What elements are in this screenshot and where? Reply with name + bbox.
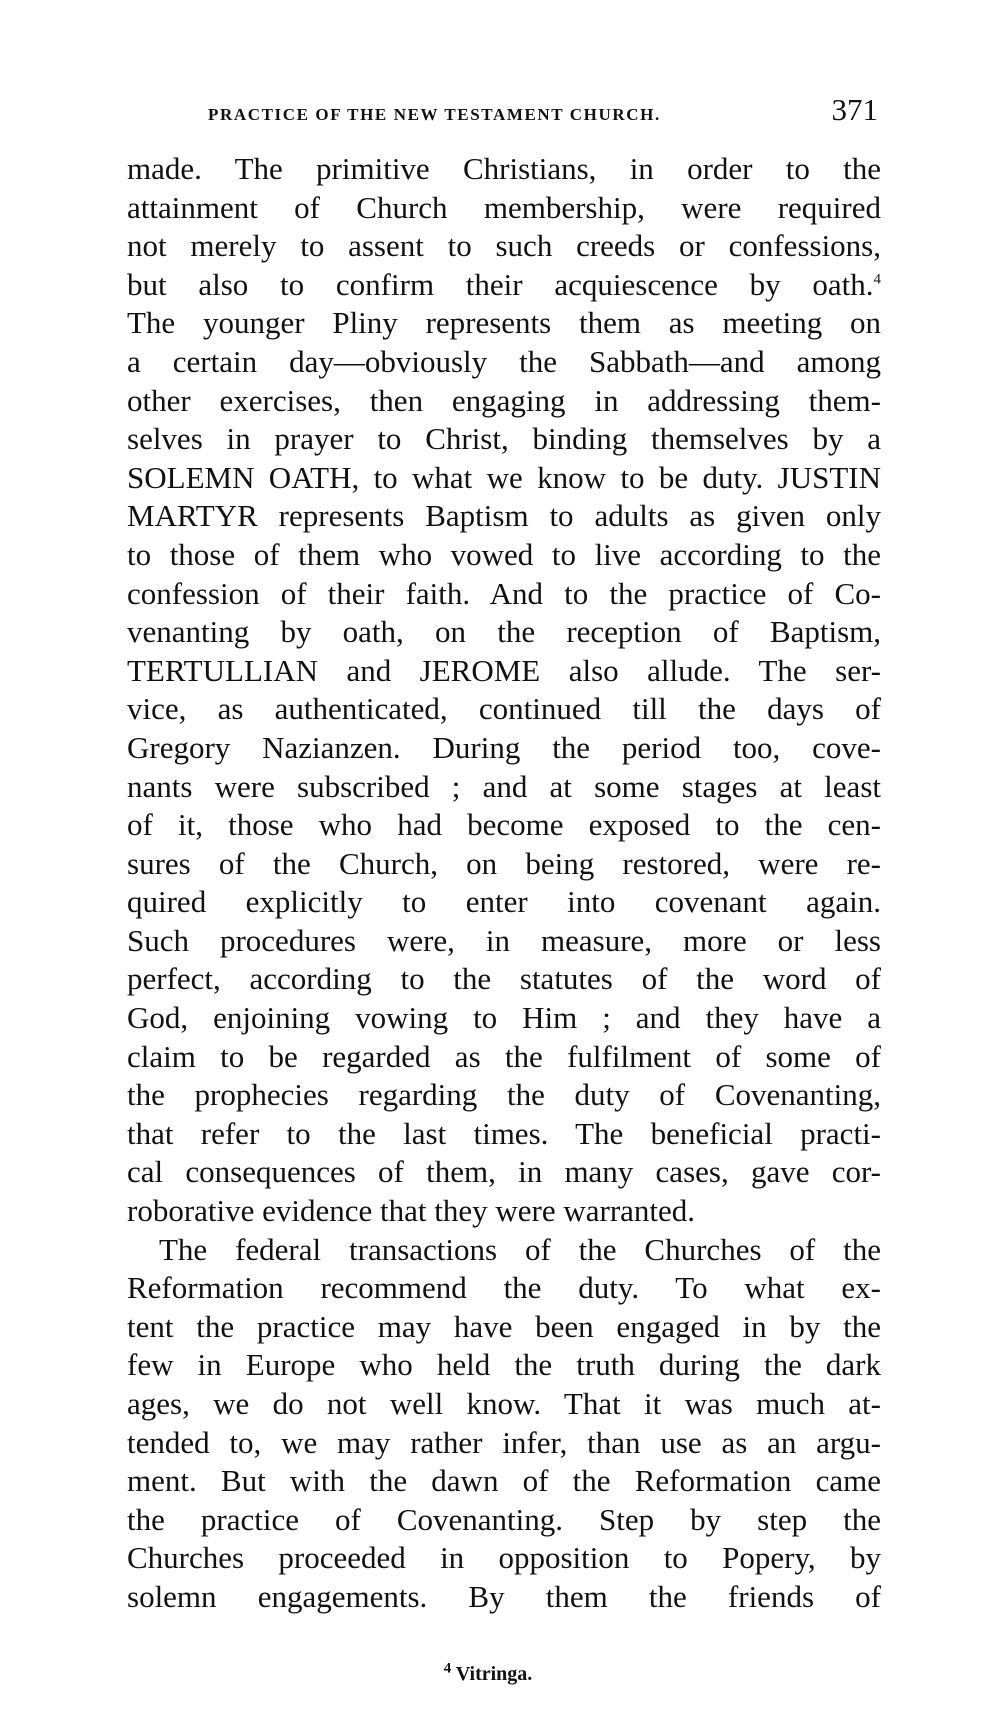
text-line: the practice of Covenanting. Step by step the [127, 1501, 881, 1537]
text-line: claim to be regarded as the fulfilment of some of [127, 1038, 881, 1074]
text-line: cal consequences of them, in many cases, gave cor- [127, 1154, 881, 1190]
text-line: God, enjoining vowing to Him ; and they have a [127, 1000, 881, 1036]
text-line: selves in prayer to Christ, binding themselves by a [127, 421, 881, 457]
text-line: venanting by oath, on the reception of Baptism, [127, 614, 881, 650]
footnote-text: Vitringa. [455, 1663, 533, 1685]
running-head [208, 92, 878, 128]
text-line-content: but also to confirm their acquiescence by oath. [127, 266, 874, 302]
text-line: a certain day—obviously the Sabbath—and among [127, 343, 881, 379]
text-line: ages, we do not well know. That it was much at- [127, 1386, 881, 1421]
text-line: confession of their faith. And to the practice of Co- [127, 575, 881, 611]
text-line: sures of the Church, on being restored, were re- [127, 845, 881, 881]
text-line: Reformation recommend the duty. To what ex- [127, 1270, 881, 1306]
text-line: ment. But with the dawn of the Reformation came [127, 1463, 881, 1499]
body-text [127, 150, 881, 1617]
page-number: 371 [831, 92, 878, 127]
text-line: solemn engagements. By them the friends of [127, 1578, 881, 1614]
text-line: few in Europe who held the truth during the dark [127, 1347, 881, 1383]
text-line: TERTULLIAN and JEROME also allude. The ser- [127, 652, 881, 688]
text-line: Such procedures were, in measure, more or less [127, 922, 881, 958]
text-line: roborative evidence that they were warranted. [127, 1193, 696, 1229]
text-line: not merely to assent to such creeds or confessions, [127, 228, 881, 264]
text-line: SOLEMN OATH, to what we know to be duty. JUSTIN [127, 459, 881, 495]
text-line [127, 266, 881, 305]
text-line: attainment of Church membership, were required [127, 189, 881, 225]
text-line: perfect, according to the statutes of the word of [127, 961, 881, 997]
text-line: vice, as authenticated, continued till the days of [127, 691, 881, 727]
text-line: of it, those who had become exposed to the cen- [127, 807, 881, 843]
text-line: Gregory Nazianzen. During the period too, cove- [127, 729, 881, 765]
text-line: nants were subscribed ; and at some stages at least [127, 768, 881, 804]
text-line: The younger Pliny represents them as meeting on [127, 305, 881, 341]
text-line: made. The primitive Christians, in order to the [127, 151, 881, 186]
text-line: tent the practice may have been engaged in by the [127, 1308, 881, 1344]
text-line: that refer to the last times. The beneficial practi- [127, 1115, 881, 1151]
footnote-marker: 4 [443, 1660, 452, 1677]
text-line: quired explicitly to enter into covenant again. [127, 884, 881, 920]
text-line: MARTYR represents Baptism to adults as given only [127, 498, 881, 534]
text-line: to those of them who vowed to live according to the [127, 536, 881, 572]
text-line: The federal transactions of the Churches of the [159, 1231, 881, 1267]
text-line: other exercises, then engaging in addressing them- [127, 382, 881, 418]
text-line: Churches proceeded in opposition to Popery, by [127, 1540, 881, 1576]
footnote-reference: 4 [873, 271, 881, 288]
running-title: PRACTICE OF THE NEW TESTAMENT CHURCH. [208, 105, 661, 124]
text-line: the prophecies regarding the duty of Covenanting, [127, 1077, 881, 1113]
footnote [0, 1660, 988, 1686]
text-line: tended to, we may rather infer, than use as an argu- [127, 1424, 881, 1460]
